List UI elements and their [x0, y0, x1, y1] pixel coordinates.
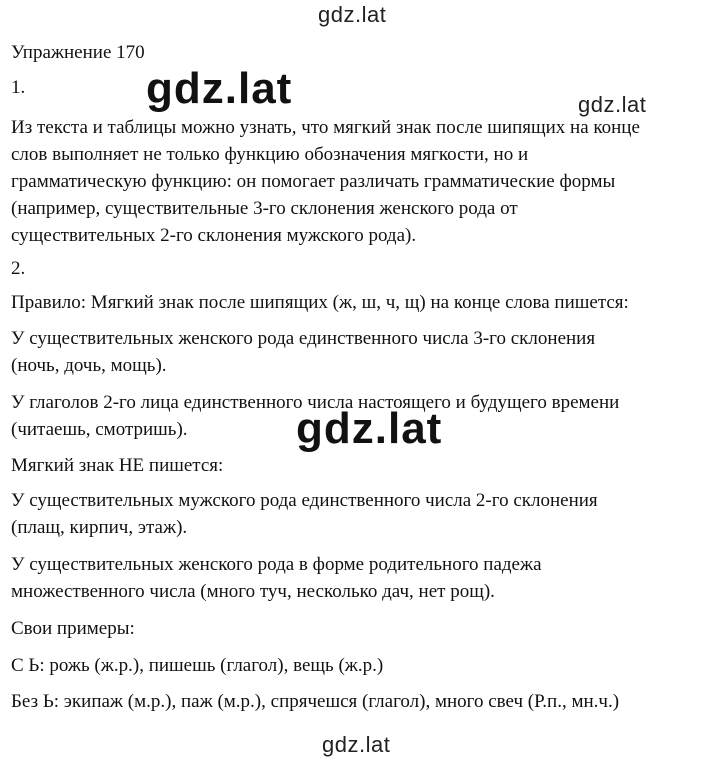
rule-heading: Правило: Мягкий знак после шипящих (ж, ш, ч, щ) на конце слова пишется: [11, 292, 629, 313]
section-2-number: 2. [11, 258, 26, 279]
paragraph-line: грамматическую функцию: он помогает различать грамматические формы [11, 171, 616, 192]
exercise-title: Упражнение 170 [11, 42, 145, 63]
watermark-large: gdz.lat [146, 64, 293, 113]
paragraph-line: слов выполняет не только функцию обозначения мягкости, но и [11, 144, 529, 165]
watermark-large: gdz.lat [296, 404, 443, 453]
rule-item-line: У глаголов 2-го лица единственного числа настоящего и будущего времени [11, 392, 620, 413]
watermark-bottom: gdz.lat [322, 732, 391, 757]
rule-item-line: (ночь, дочь, мощь). [11, 355, 167, 376]
own-examples-heading: Свои примеры: [11, 618, 135, 639]
rule-item-line: У существительных мужского рода единственного числа 2-го склонения [11, 490, 598, 511]
rule-item-line: множественного числа (много туч, несколько дач, нет рощ). [11, 581, 495, 602]
paragraph-line: Из текста и таблицы можно узнать, что мягкий знак после шипящих на конце [11, 117, 640, 138]
not-written-heading: Мягкий знак НЕ пишется: [11, 455, 224, 476]
paragraph-line: существительных 2-го склонения мужского рода). [11, 225, 417, 246]
example-without-soft-sign: Без Ь: экипаж (м.р.), паж (м.р.), спрячешся (глагол), много свеч (Р.п., мн.ч.) [11, 691, 620, 712]
rule-item-line: У существительных женского рода единственного числа 3-го склонения [11, 328, 596, 349]
watermark-top: gdz.lat [318, 2, 387, 27]
paragraph-line: (например, существительные 3-го склонения женского рода от [11, 198, 518, 219]
rule-item-line: У существительных женского рода в форме родительного падежа [11, 554, 542, 575]
watermark-right: gdz.lat [578, 92, 647, 117]
example-with-soft-sign: С Ь: рожь (ж.р.), пишешь (глагол), вещь (ж.р.) [11, 655, 384, 676]
rule-item-line: (читаешь, смотришь). [11, 419, 188, 440]
section-1-number: 1. [11, 77, 26, 98]
rule-item-line: (плащ, кирпич, этаж). [11, 517, 188, 538]
